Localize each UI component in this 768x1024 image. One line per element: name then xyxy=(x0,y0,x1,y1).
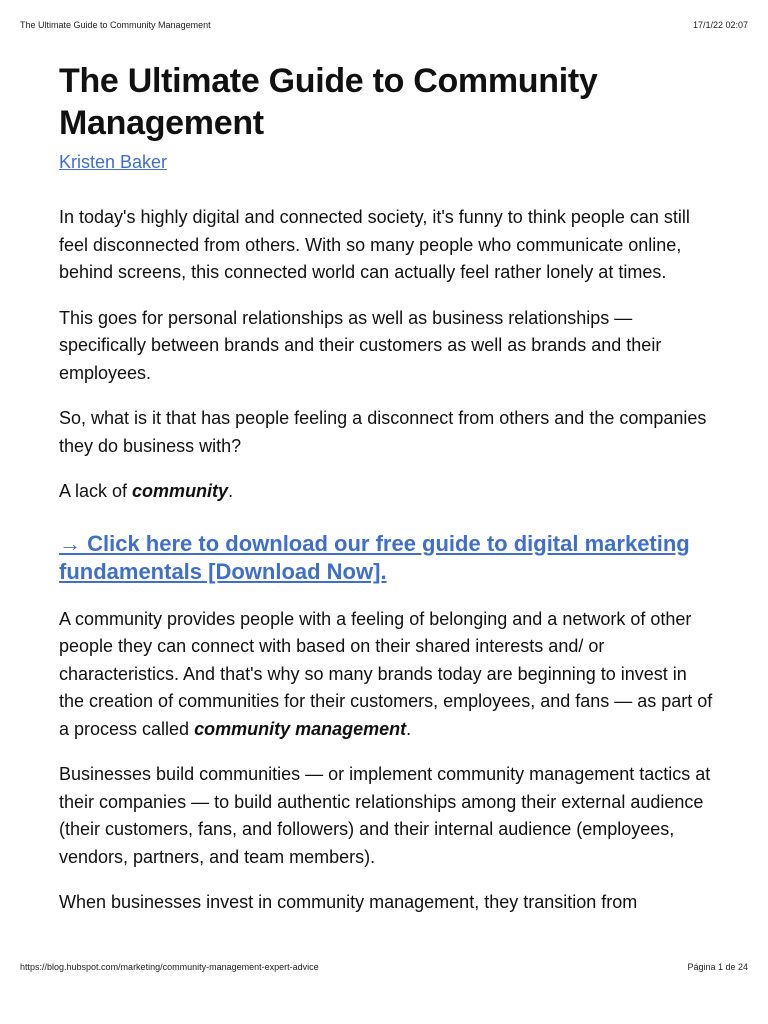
paragraph-relationships: This goes for personal relationships as well as business relationships — specifically between brands and their customers as well as brands and their employees. xyxy=(59,307,662,383)
paragraph-question: So, what is it that has people feeling a disconnect from others and the companies they do business with? xyxy=(59,408,707,456)
community-emphasis: community xyxy=(132,481,229,501)
paragraph-transition: When businesses invest in community management, they transition from xyxy=(59,892,638,912)
print-header-title: The Ultimate Guide to Community Management xyxy=(20,20,211,30)
print-header-datetime: 17/1/22 02:07 xyxy=(692,20,748,30)
footer-url: https://blog.hubspot.com/marketing/community-management-expert-advice xyxy=(20,962,319,972)
article xyxy=(59,60,715,917)
paragraph-businesses-build: Businesses build communities — or implement community management tactics at their companies — to build authentic relationships among their external audience (their customers, fans, and followers) and their internal audience (employees, vendors, partners, and team members). xyxy=(59,764,711,867)
download-guide-link[interactable]: → Click here to download our free guide to digital marketing fundamentals [Download Now]. xyxy=(59,530,690,584)
lack-suffix: . xyxy=(228,481,234,501)
lack-prefix: A lack of xyxy=(59,481,133,501)
footer-page-number: Página 1 de 24 xyxy=(687,962,748,972)
author-link[interactable]: Kristen Baker xyxy=(59,152,168,172)
definition-suffix: . xyxy=(406,718,412,739)
definition-text: A community provides people with a feeling of belonging and a network of other people they can connect with based on their shared interests and/ or characteristics. And that's why so many brands today are beginning to invest in the creation of communities for their customers, employees, and fans — as part of a process called xyxy=(59,608,713,739)
page-title: The Ultimate Guide to Community Management xyxy=(59,62,598,142)
paragraph-intro: In today's highly digital and connected society, it's funny to think people can still feel disconnected from others. With so many people who communicate online, behind screens, this connected world can actually feel rather lonely at times. xyxy=(59,207,690,282)
community-management-emphasis: community management xyxy=(194,718,407,739)
paragraph-community-definition xyxy=(59,606,715,744)
paragraph-lack-of-community xyxy=(59,478,715,506)
print-footer xyxy=(20,962,748,972)
print-header xyxy=(20,20,748,30)
